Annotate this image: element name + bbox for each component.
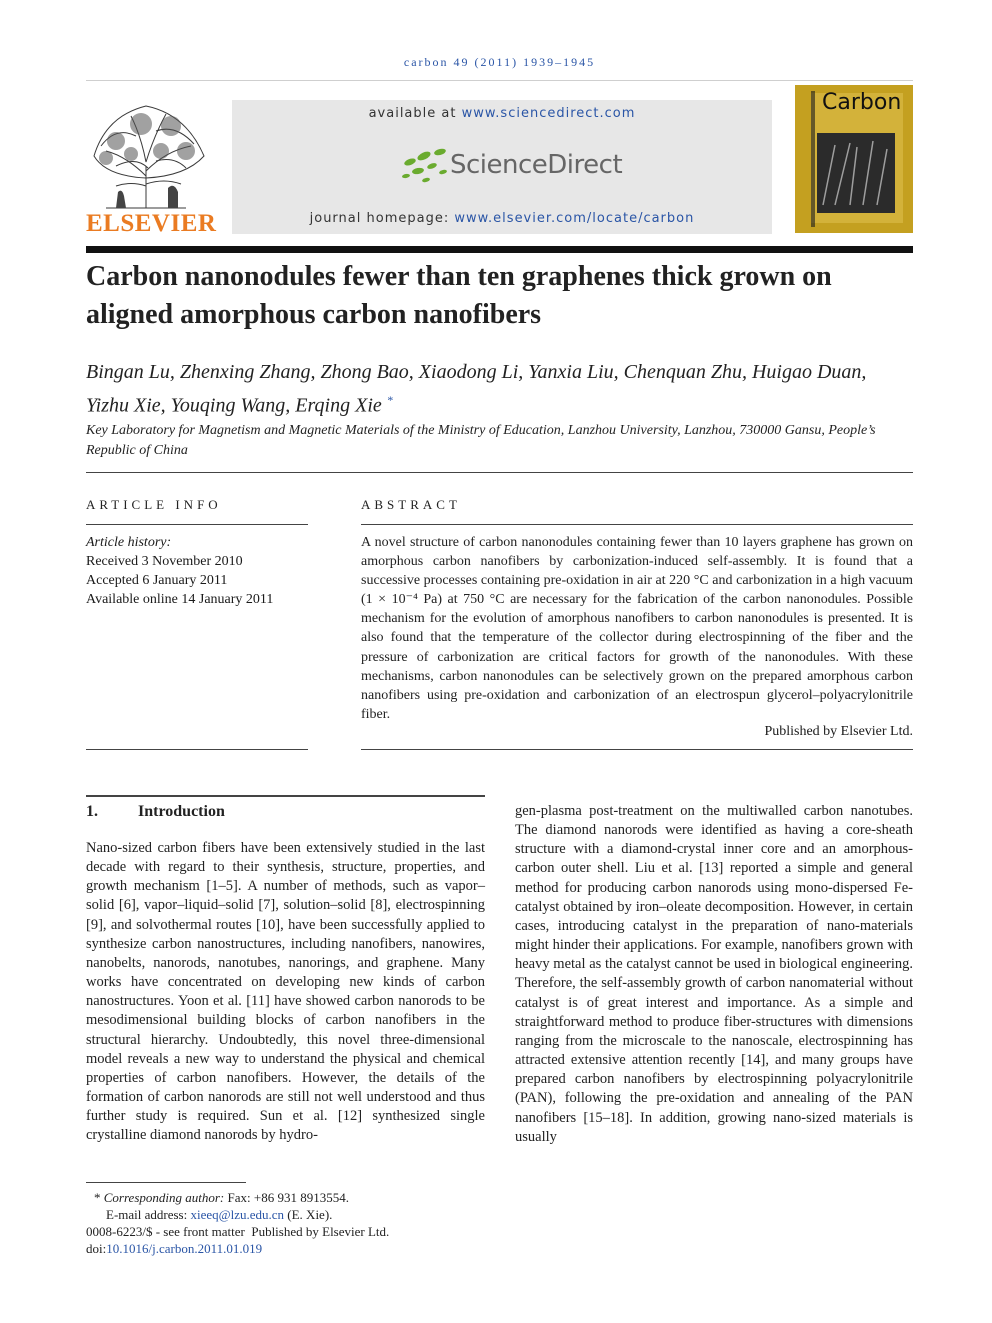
authors-text: Bingan Lu, Zhenxing Zhang, Zhong Bao, Xiaodong Li, Yanxia Liu, Chenquan Zhu, Huigao Duan, Yizhu Xie, Youqing Wang, Erqing Xie bbox=[86, 361, 867, 417]
footnote-rule bbox=[86, 1182, 246, 1183]
doi-prefix: doi: bbox=[86, 1241, 107, 1256]
abstract-bottom-rule bbox=[361, 749, 913, 750]
intro-column-right: gen-plasma post-treatment on the multiwalled carbon nanotubes. The diamond nanorods were identified as having a core-sheath structure with a diamond-crystal inner core and an amorphous-carbon outer shell. Liu et al. [13] reported a simple and general method for producing carbon nanorods using mono-dispersed Fe-catalyst obtained by iron–oleate decomposition. However, in certain cases, introducing catalyst in the preparation of nano-materials might hinder their applications. For example, nanofibers grown with heavy metal as the catalyst cannot be used in biological engineering. Therefore, the self-assembly growth of carbon nanomaterial without catalyst is of great interest and importance. As a simple and straightforward method to produce fiber-structures with dimensions ranging from the microscale to the nanoscale, electrospinning has attracted extensive attention recently [14], and many groups have prepared carbon nanofibers by electrospinning polyacrylonitrile (PAN), following the pre-oxidation and annealing of the PAN nanofibers [15–18]. In addition, growing nano-sized materials is usually bbox=[515, 803, 913, 1145]
affiliation: Key Laboratory for Magnetism and Magnetic Materials of the Ministry of Education, Lanzhou University, Lanzhou, 730000 Gansu, People’s Republic of China bbox=[86, 423, 876, 458]
homepage-prefix: journal homepage: bbox=[309, 211, 455, 226]
doi-link[interactable]: 10.1016/j.carbon.2011.01.019 bbox=[106, 1241, 263, 1256]
abstract-rule bbox=[361, 524, 913, 525]
running-header: carbon 49 (2011) 1939–1945 bbox=[403, 55, 596, 69]
received-date: Received 3 November 2010 bbox=[86, 554, 243, 569]
email-label: E-mail address: bbox=[106, 1207, 191, 1222]
cover-journal-name: Carbon bbox=[822, 90, 902, 115]
abstract-heading: ABSTRACT bbox=[361, 497, 461, 512]
accepted-date: Accepted 6 January 2011 bbox=[86, 573, 228, 588]
corresponding-author-note bbox=[94, 1189, 349, 1206]
article-info-bottom-rule bbox=[86, 749, 308, 750]
article-history bbox=[86, 533, 308, 609]
affiliation-rule bbox=[86, 472, 913, 473]
email-suffix: (E. Xie). bbox=[284, 1207, 333, 1222]
available-at-prefix: available at bbox=[368, 106, 462, 121]
elsevier-wordmark: ELSEVIER bbox=[86, 210, 217, 237]
article-info-rule bbox=[86, 524, 308, 525]
sciencedirect-name: ScienceDirect bbox=[450, 150, 623, 180]
footnote-mark: * bbox=[94, 1190, 101, 1205]
journal-homepage-link[interactable]: www.elsevier.com/locate/carbon bbox=[454, 211, 695, 226]
sciencedirect-link[interactable]: www.sciencedirect.com bbox=[461, 106, 636, 121]
available-at-line bbox=[232, 106, 772, 121]
article-title: Carbon nanonodules fewer than ten graphenes thick grown on aligned amorphous carbon nanofibers bbox=[86, 261, 832, 330]
intro-column-left: Nano-sized carbon fibers have been extensively studied in the last decade with regard to their synthesis, structure, properties, and growth mechanism [1–5]. A number of methods, such as vapor–solid [6], vapor–liquid–solid [7], solution–solid [8], electrospinning [9], and solvothermal routes [10], have been successfully applied to synthesize carbon nanostructures, including nanofibers, nanowires, nanobelts, nanorods, nanotubes, nanorings, and graphene. Many works have concentrated on developing new kinds of carbon nanostructures. Yoon et al. [11] have showed carbon nanorods to be mesodimensional building blocks of carbon nanofibers in the structural hierarchy. Undoubtedly, this novel three-dimensional model reveals a new way to understand the physical and chemical properties of carbon nanofibers. However, the details of the formation of carbon nanorods are still not well understood and thus further study is required. Sun et al. [12] synthesized single crystalline diamond nanorods by hydro- bbox=[86, 840, 485, 1144]
section-rule bbox=[86, 795, 485, 797]
journal-homepage-line bbox=[232, 211, 772, 226]
corresponding-fax: Fax: +86 931 8913554. bbox=[224, 1190, 349, 1205]
published-by: Published by Elsevier Ltd. bbox=[764, 724, 913, 739]
history-label: Article history: bbox=[86, 535, 172, 550]
corresponding-author-mark[interactable]: * bbox=[386, 393, 393, 407]
corresponding-label: Corresponding author: bbox=[103, 1190, 225, 1205]
section-number: 1. bbox=[86, 803, 98, 820]
email-link[interactable]: xieeq@lzu.edu.cn bbox=[190, 1207, 285, 1222]
online-date: Available online 14 January 2011 bbox=[86, 592, 274, 607]
email-note bbox=[106, 1206, 332, 1223]
masthead-rule bbox=[86, 246, 913, 253]
section-title: Introduction bbox=[138, 803, 225, 820]
article-info-heading: ARTICLE INFO bbox=[86, 497, 222, 512]
doi-line bbox=[86, 1240, 262, 1257]
section-heading-introduction bbox=[86, 803, 225, 821]
header-rule bbox=[86, 80, 913, 81]
author-list bbox=[86, 358, 913, 420]
issn-line: 0008-6223/$ - see front matter Published by Elsevier Ltd. bbox=[86, 1224, 390, 1239]
abstract-text: A novel structure of carbon nanonodules containing fewer than 10 layers graphene has grown on amorphous carbon nanofibers by carbonization-induced self-assembly. It is found that a successive processes containing pre-oxidation in air at 220 °C and carbonization in a high vacuum (1 × 10⁻⁴ Pa) at 750 °C are necessary for the fabrication of the carbon nanonodules. Possible mechanism for the evolution of amorphous nanofibers to carbon nanonodules is presented. It is also found that the temperature of the collector during electrospinning of the fiber and the pressure of carbonization are critical factors for growth of the nanonodules. With these mechanisms, carbon nanonodules can be selectively grown on the prepared amorphous carbon nanofibers using pre-oxidation and carbonization of an electrospun glycerol–polyacrylonitrile fiber. bbox=[361, 535, 913, 722]
